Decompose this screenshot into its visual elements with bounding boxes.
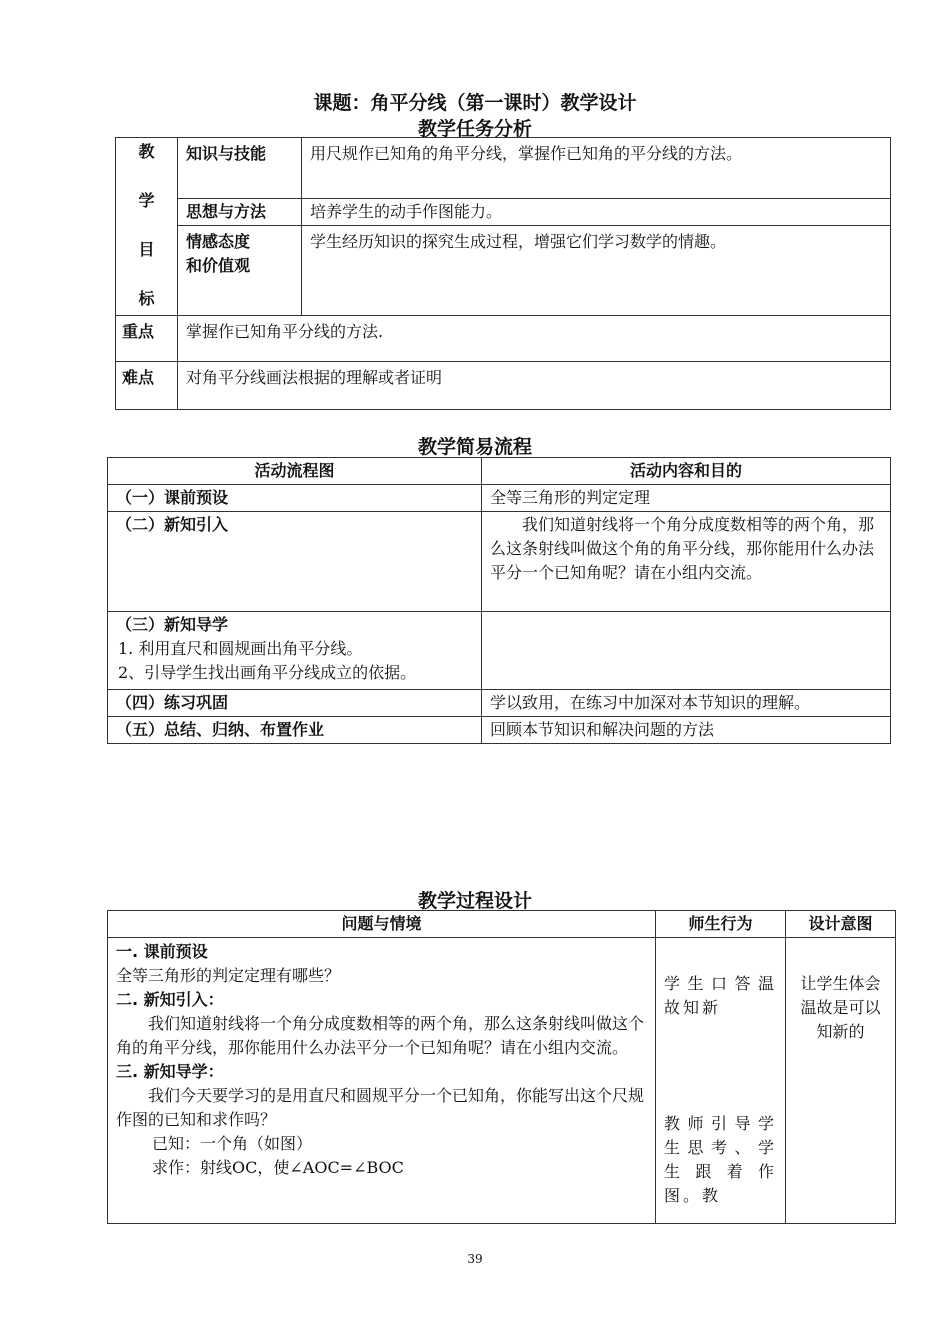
- goal-emotion-label-line: 和价值观: [186, 256, 251, 276]
- behavior-cell: [656, 938, 786, 1224]
- section-text: 我们知道射线将一个角分成度数相等的两个角，那么这条射线叫做这个角的角平分线，那你能用什么办法平分一个已知角呢？请在小组内交流。: [116, 1014, 645, 1057]
- goal-label-char: 学: [138, 191, 155, 210]
- behavior-text: 学生口答温故知新: [664, 974, 777, 1017]
- goal-label: [116, 138, 178, 316]
- flow-step: （三）新知导学: [116, 615, 229, 634]
- process-col-header: 师生行为: [656, 911, 786, 938]
- flow-step: （五）总结、归纳、布置作业: [108, 717, 482, 744]
- simple-flow-table: [107, 457, 891, 744]
- key-point-label: 重点: [116, 316, 178, 362]
- flow-step: （一）课前预设: [108, 485, 482, 512]
- section-text: 全等三角形的判定定理有哪些？: [116, 966, 341, 985]
- flow-content: 回顾本节知识和解决问题的方法: [482, 717, 891, 744]
- document-title: 课题：角平分线（第一课时）教学设计: [313, 92, 637, 114]
- flow-substep: 1. 利用直尺和圆规画出角平分线。: [118, 639, 363, 658]
- goal-emotion-content: 学生经历知识的探究生成过程，增强它们学习数学的情趣。: [302, 226, 891, 316]
- goal-method-content: 培养学生的动手作图能力。: [302, 199, 891, 226]
- flow-content: 我们知道射线将一个角分成度数相等的两个角，那么这条射线叫做这个角的角平分线，那你能用什么办法平分一个已知角呢？请在小组内交流。: [482, 512, 891, 612]
- flow-content: 全等三角形的判定定理: [482, 485, 891, 512]
- process-col-header: 设计意图: [786, 911, 896, 938]
- task-analysis-heading: 教学任务分析: [417, 118, 532, 140]
- process-table: [107, 910, 896, 1224]
- goal-emotion-label: [178, 226, 302, 316]
- intent-text: 让学生体会温故是可以知新的: [800, 974, 881, 1041]
- flow-content: 学以致用，在练习中加深对本节知识的理解。: [482, 690, 891, 717]
- process-heading: 教学过程设计: [417, 890, 532, 912]
- goal-knowledge-content: 用尺规作已知角的角平分线，掌握作已知角的平分线的方法。: [302, 138, 891, 199]
- goal-method-label: 思想与方法: [178, 199, 302, 226]
- goal-emotion-label-line: 情感态度: [186, 232, 251, 252]
- flow-step: （二）新知引入: [108, 512, 482, 612]
- flow-content: [482, 612, 891, 690]
- key-point-content: 掌握作已知角平分线的方法.: [178, 316, 891, 362]
- flow-step: （四）练习巩固: [108, 690, 482, 717]
- section-text: 我们今天要学习的是用直尺和圆规平分一个已知角，你能写出这个尺规作图的已知和求作吗？: [116, 1086, 645, 1129]
- section-title: 一. 课前预设: [116, 942, 208, 961]
- page-number: 39: [467, 1252, 483, 1266]
- goal-label-char: 教: [138, 142, 155, 161]
- intent-cell: [786, 938, 896, 1224]
- difficulty-label: 难点: [116, 362, 178, 410]
- section-title: 二. 新知引入：: [116, 990, 224, 1009]
- difficulty-content: 对角平分线画法根据的理解或者证明: [178, 362, 891, 410]
- task-analysis-table: [115, 137, 891, 410]
- flow-substep: 2、引导学生找出画角平分线成立的依据。: [118, 663, 417, 682]
- flow-step-group: [108, 612, 482, 690]
- process-col-header: 问题与情境: [108, 911, 656, 938]
- process-content: [108, 938, 656, 1224]
- goal-label-char: 目: [138, 240, 155, 259]
- construct-text: 求作：射线OC，使∠AOC=∠BOC: [152, 1158, 404, 1177]
- flow-col-header: 活动内容和目的: [482, 458, 891, 485]
- section-title: 三. 新知导学：: [116, 1062, 224, 1081]
- goal-knowledge-label: 知识与技能: [178, 138, 302, 199]
- given-text: 已知：一个角（如图）: [152, 1134, 313, 1153]
- flow-col-header: 活动流程图: [108, 458, 482, 485]
- behavior-text: 教师引导学生思考、学生跟着作图。教: [664, 1114, 777, 1205]
- goal-label-char: 标: [138, 289, 155, 308]
- simple-flow-heading: 教学简易流程: [417, 436, 532, 458]
